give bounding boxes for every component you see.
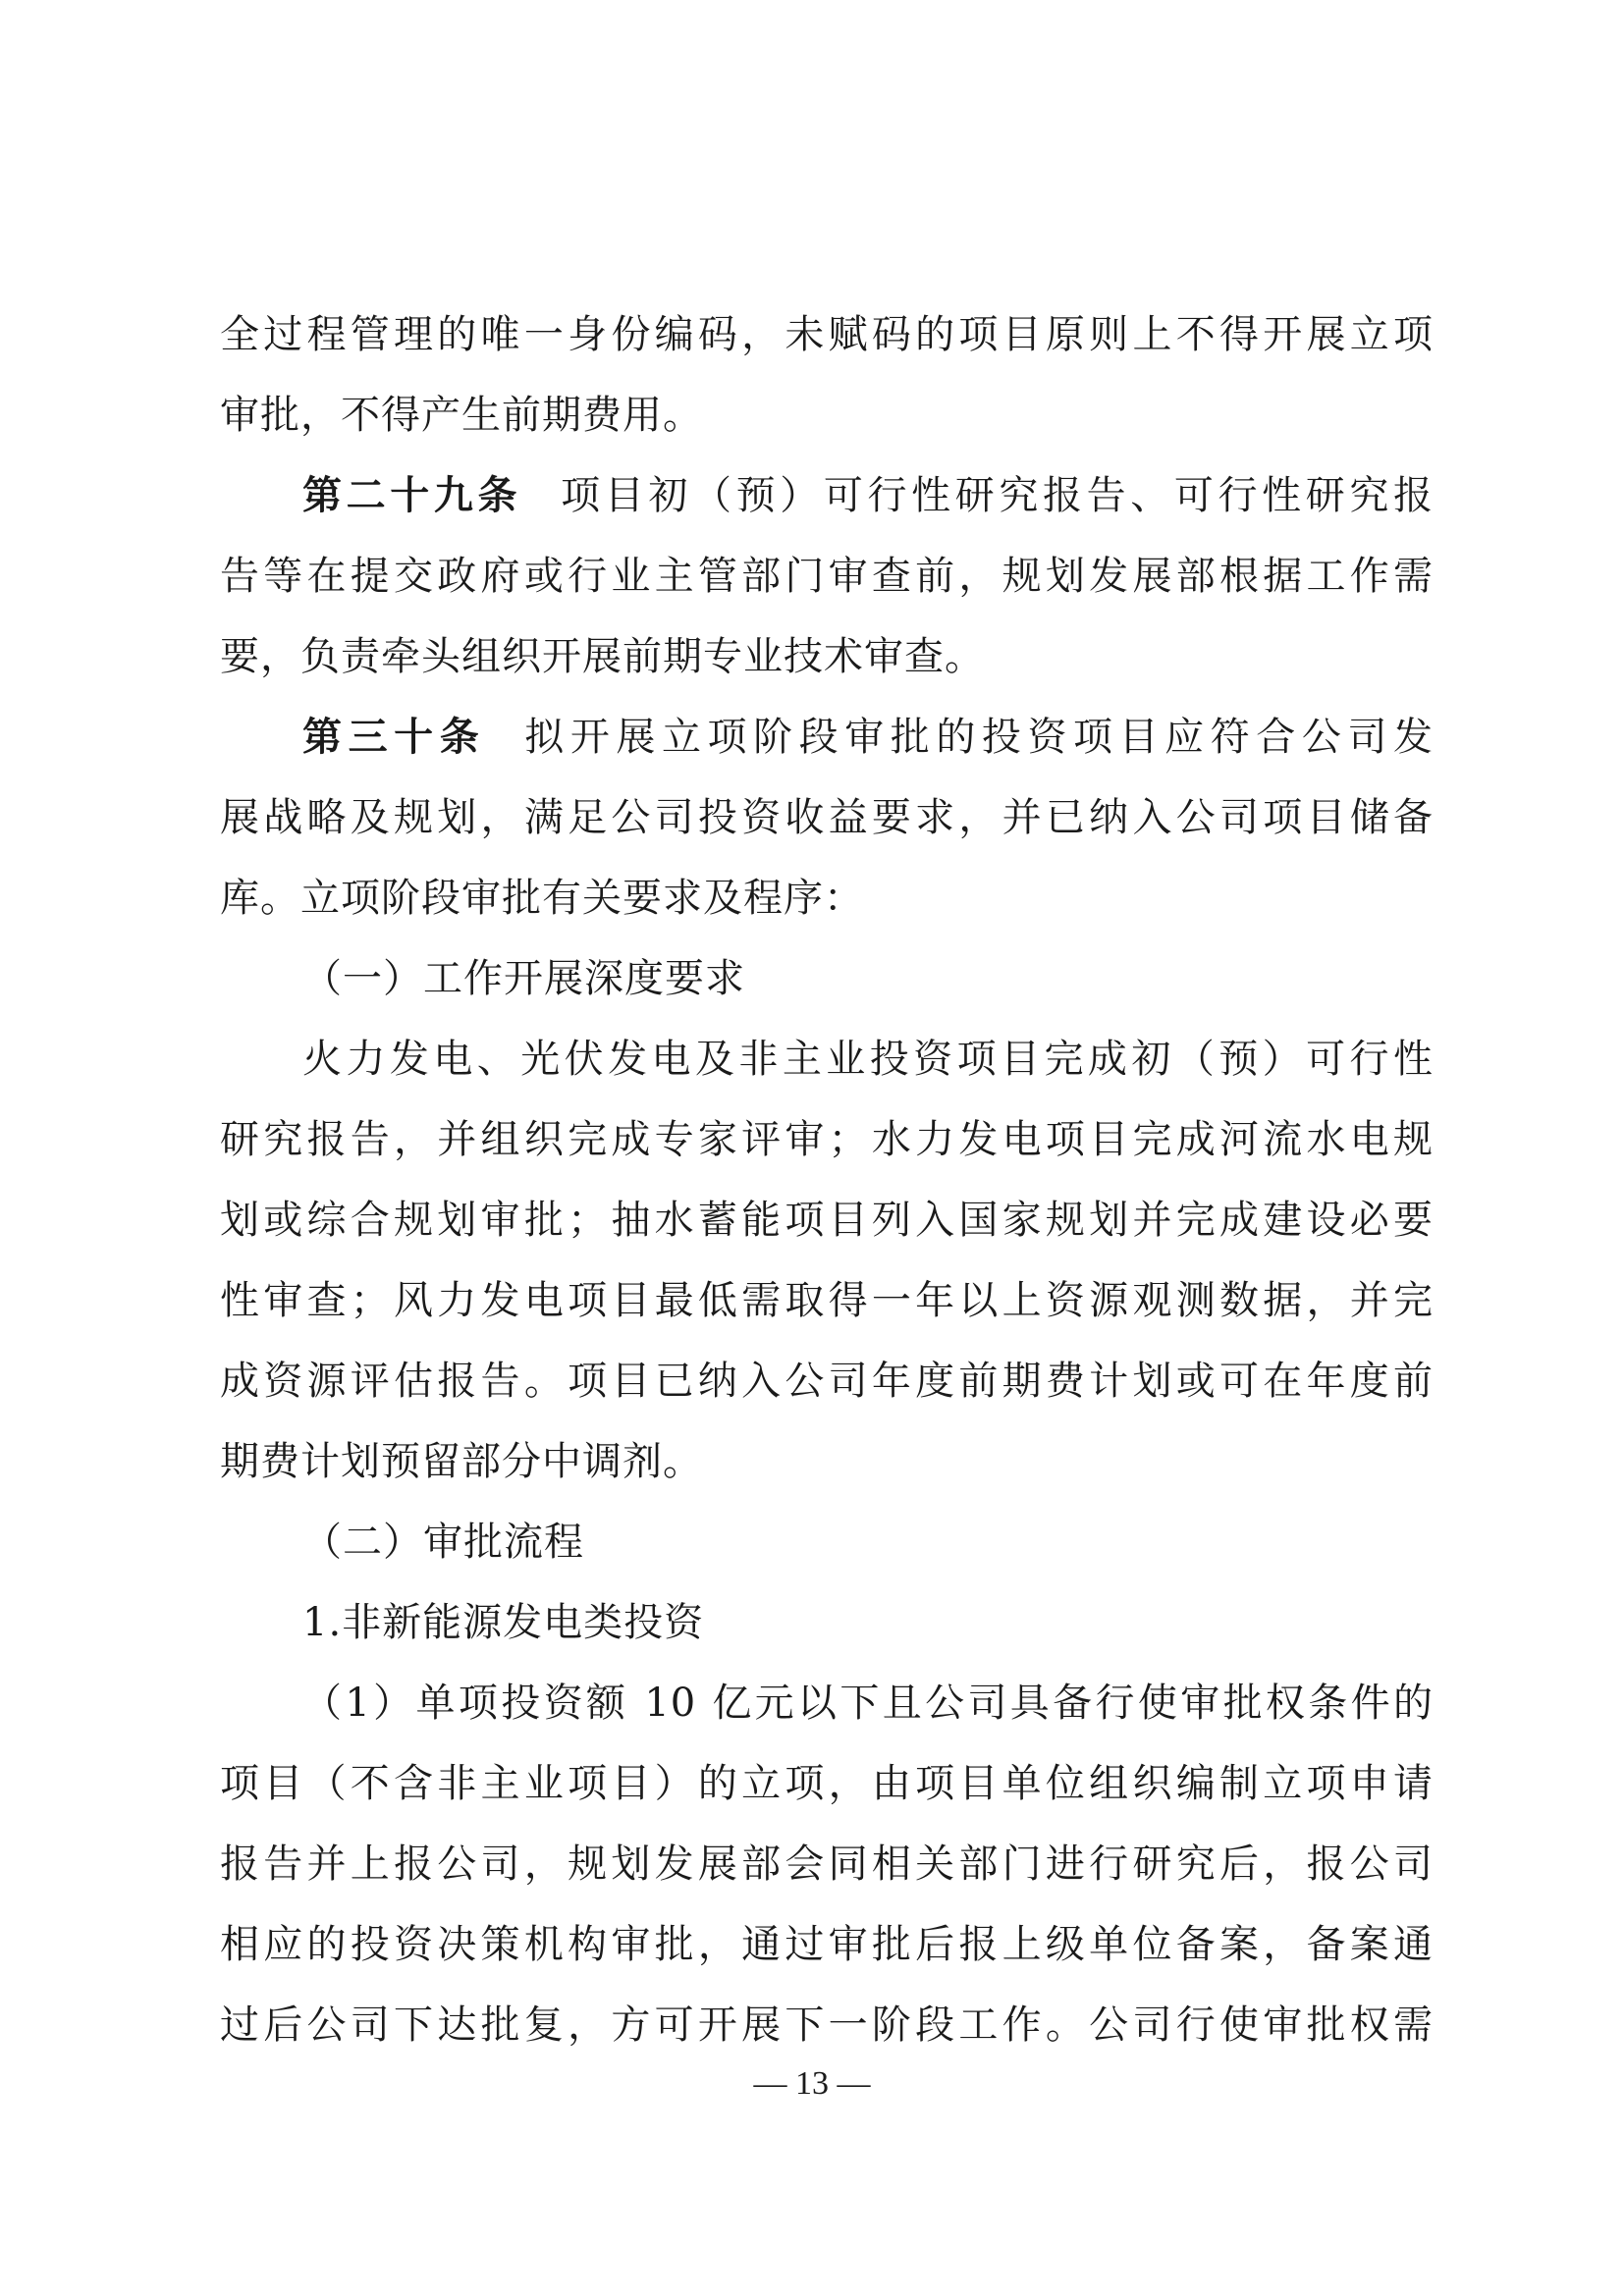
text-line: 告等在提交政府或行业主管部门审查前，规划发展部根据工作需 — [220, 554, 1434, 599]
text-line: 性审查；风力发电项目最低需取得一年以上资源观测数据，并完 — [220, 1278, 1434, 1323]
text-line: 研究报告，并组织完成专家评审；水力发电项目完成河流水电规 — [220, 1117, 1434, 1162]
section-heading: （二）审批流程 — [302, 1520, 584, 1565]
text-line: 期费计划预留部分中调剂。 — [220, 1439, 703, 1484]
article-30-paragraph — [220, 697, 1434, 777]
article-29-paragraph — [220, 455, 1434, 536]
text-line: 项目初（预）可行性研究报告、可行性研究报 — [561, 473, 1434, 518]
text-line: 成资源评估报告。项目已纳入公司年度前期费计划或可在年度前 — [220, 1359, 1434, 1404]
text-line: 报告并上报公司，规划发展部会同相关部门进行研究后，报公司 — [220, 1842, 1434, 1887]
text-line: 项目（不含非主业项目）的立项，由项目单位组织编制立项申请 — [220, 1761, 1434, 1806]
text-line: 全过程管理的唯一身份编码，未赋码的项目原则上不得开展立项 — [220, 312, 1434, 357]
text-line: 拟开展立项阶段审批的投资项目应符合公司发 — [524, 715, 1434, 760]
text-line: 审批，不得产生前期费用。 — [220, 393, 703, 438]
section-heading: （一）工作开展深度要求 — [302, 956, 745, 1001]
body-text — [220, 294, 1434, 2065]
subsection-heading: 1.非新能源发电类投资 — [302, 1600, 705, 1645]
article-29-title: 第二十九条 — [302, 473, 522, 518]
text-line: 要，负责牵头组织开展前期专业技术审查。 — [220, 634, 985, 679]
article-30-title: 第三十条 — [302, 715, 486, 760]
text-line: 火力发电、光伏发电及非主业投资项目完成初（预）可行性 — [302, 1037, 1434, 1082]
page-number: — 13 — — [753, 2065, 871, 2102]
text-line: 相应的投资决策机构审批，通过审批后报上级单位备案，备案通 — [220, 1922, 1434, 1967]
text-line: 展战略及规划，满足公司投资收益要求，并已纳入公司项目储备 — [220, 795, 1434, 840]
text-line: （1）单项投资额 10 亿元以下且公司具备行使审批权条件的 — [302, 1681, 1434, 1726]
text-line: 库。立项阶段审批有关要求及程序： — [220, 876, 864, 921]
text-line: 划或综合规划审批；抽水蓄能项目列入国家规划并完成建设必要 — [220, 1198, 1434, 1243]
text-line: 过后公司下达批复，方可开展下一阶段工作。公司行使审批权需 — [220, 2002, 1434, 2048]
